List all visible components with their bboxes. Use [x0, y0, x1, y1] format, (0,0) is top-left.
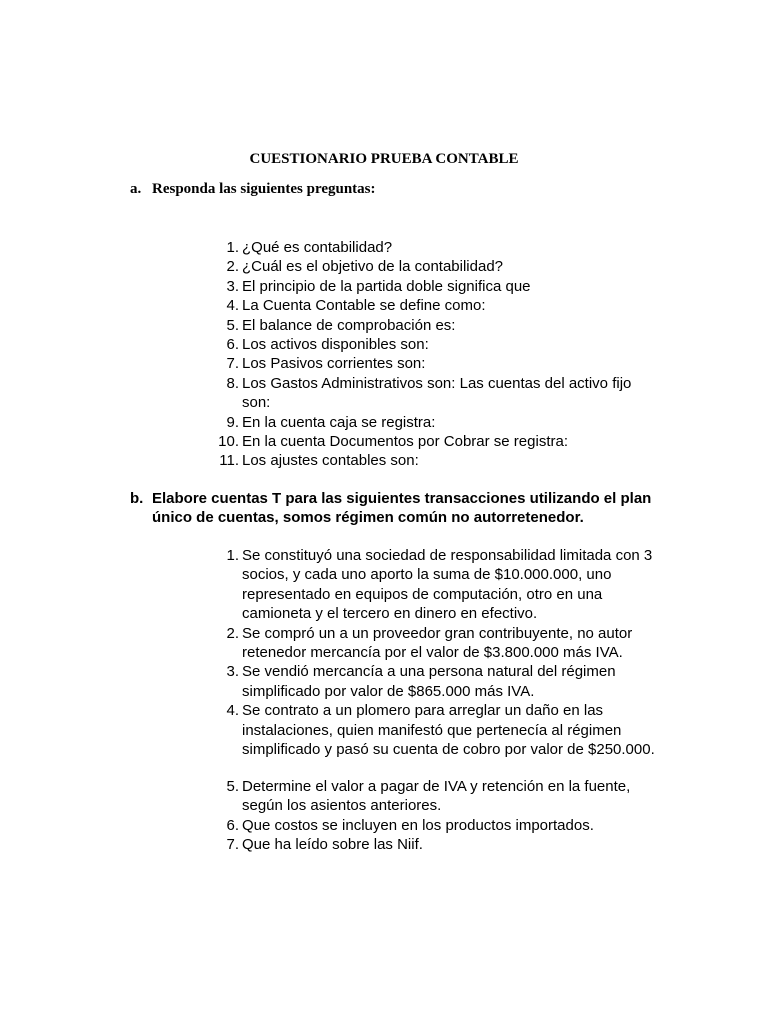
- list-item: [220, 335, 660, 354]
- item-text: Los activos disponibles son:: [242, 336, 429, 354]
- item-number: 5.: [226, 778, 239, 795]
- item-text: Determine el valor a pagar de IVA y retención en la fuente, según los asientos anteriores.: [242, 778, 631, 815]
- list-item: [220, 451, 660, 470]
- followup-question-list: [220, 777, 660, 855]
- item-number: 1.: [226, 239, 239, 256]
- list-item: [220, 277, 660, 296]
- list-item: [220, 238, 660, 257]
- item-number: 4.: [226, 702, 239, 720]
- item-number: 5.: [226, 316, 239, 334]
- item-text: En la cuenta Documentos por Cobrar se registra:: [242, 433, 568, 451]
- item-text: El principio de la partida doble significa que: [242, 277, 531, 295]
- item-text: Que costos se incluyen en los productos importados.: [242, 816, 594, 834]
- item-text: En la cuenta caja se registra:: [242, 413, 436, 431]
- item-text: Que ha leído sobre las Niif.: [242, 836, 423, 854]
- list-item: [220, 835, 660, 854]
- section-a-heading-text: Responda las siguientes preguntas:: [152, 181, 376, 197]
- item-number: 1.: [226, 547, 239, 564]
- item-number: 8.: [226, 374, 239, 392]
- item-text: ¿Qué es contabilidad?: [242, 239, 393, 256]
- item-text: Se constituyó una sociedad de responsabilidad limitada con 3 socios, y cada uno aporto la suma de $10.000.000, uno representado en equipos de computación, otro en una camioneta y el tercero en dinero en efectivo.: [242, 547, 653, 623]
- item-text: El balance de comprobación es:: [242, 316, 456, 334]
- item-number: 6.: [226, 336, 239, 354]
- transaction-list: [220, 546, 660, 759]
- item-text: Los Gastos Administrativos son: Las cuentas del activo fijo son:: [242, 374, 632, 412]
- list-item: [220, 296, 660, 315]
- list-item: [220, 316, 660, 335]
- question-list: [220, 238, 660, 471]
- section-a-heading: [130, 180, 376, 199]
- item-text: Se compró un a un proveedor gran contribuyente, no autor retenedor mercancía por el valor de $3.800.000 más IVA.: [242, 624, 633, 662]
- item-text: Se contrato a un plomero para arreglar un daño en las instalaciones, quien manifestó que pertenecía al régimen simplificado y pasó su cuenta de cobro por valor de $250.000.: [242, 702, 655, 759]
- item-number: 10.: [218, 433, 239, 451]
- section-b-heading-text: Elabore cuentas T para las siguientes transacciones utilizando el plan único de cuentas, somos régimen común no autorretenedor.: [152, 490, 652, 527]
- list-item: [220, 354, 660, 373]
- item-number: 9.: [226, 413, 239, 431]
- item-number: 4.: [226, 297, 239, 315]
- section-a-marker: a.: [130, 181, 142, 197]
- list-item: [220, 546, 660, 624]
- item-number: 7.: [226, 355, 239, 373]
- item-number: 2.: [226, 258, 239, 276]
- item-text: Los Pasivos corrientes son:: [242, 355, 426, 373]
- item-number: 7.: [226, 836, 239, 854]
- item-text: ¿Cuál es el objetivo de la contabilidad?: [242, 258, 503, 276]
- document-title: CUESTIONARIO PRUEBA CONTABLE: [249, 151, 519, 167]
- item-number: 6.: [226, 816, 239, 834]
- item-number: 2.: [226, 624, 239, 642]
- list-item: [220, 701, 660, 759]
- list-item: [220, 777, 660, 816]
- section-b-heading: [130, 489, 670, 528]
- item-number: 11.: [219, 452, 239, 470]
- list-item: [220, 413, 660, 432]
- item-text: La Cuenta Contable se define como:: [242, 297, 486, 315]
- list-item: [220, 257, 660, 276]
- list-item: [220, 816, 660, 835]
- item-text: Se vendió mercancía a una persona natural del régimen simplificado por valor de $865.000 más IVA.: [242, 663, 616, 700]
- list-item: [220, 662, 660, 701]
- item-number: 3.: [226, 277, 239, 295]
- list-item: [220, 374, 660, 413]
- list-item: [220, 624, 660, 663]
- list-item: [220, 432, 660, 451]
- section-b-marker: b.: [130, 490, 144, 507]
- item-text: Los ajustes contables son:: [242, 452, 419, 470]
- item-number: 3.: [226, 663, 239, 681]
